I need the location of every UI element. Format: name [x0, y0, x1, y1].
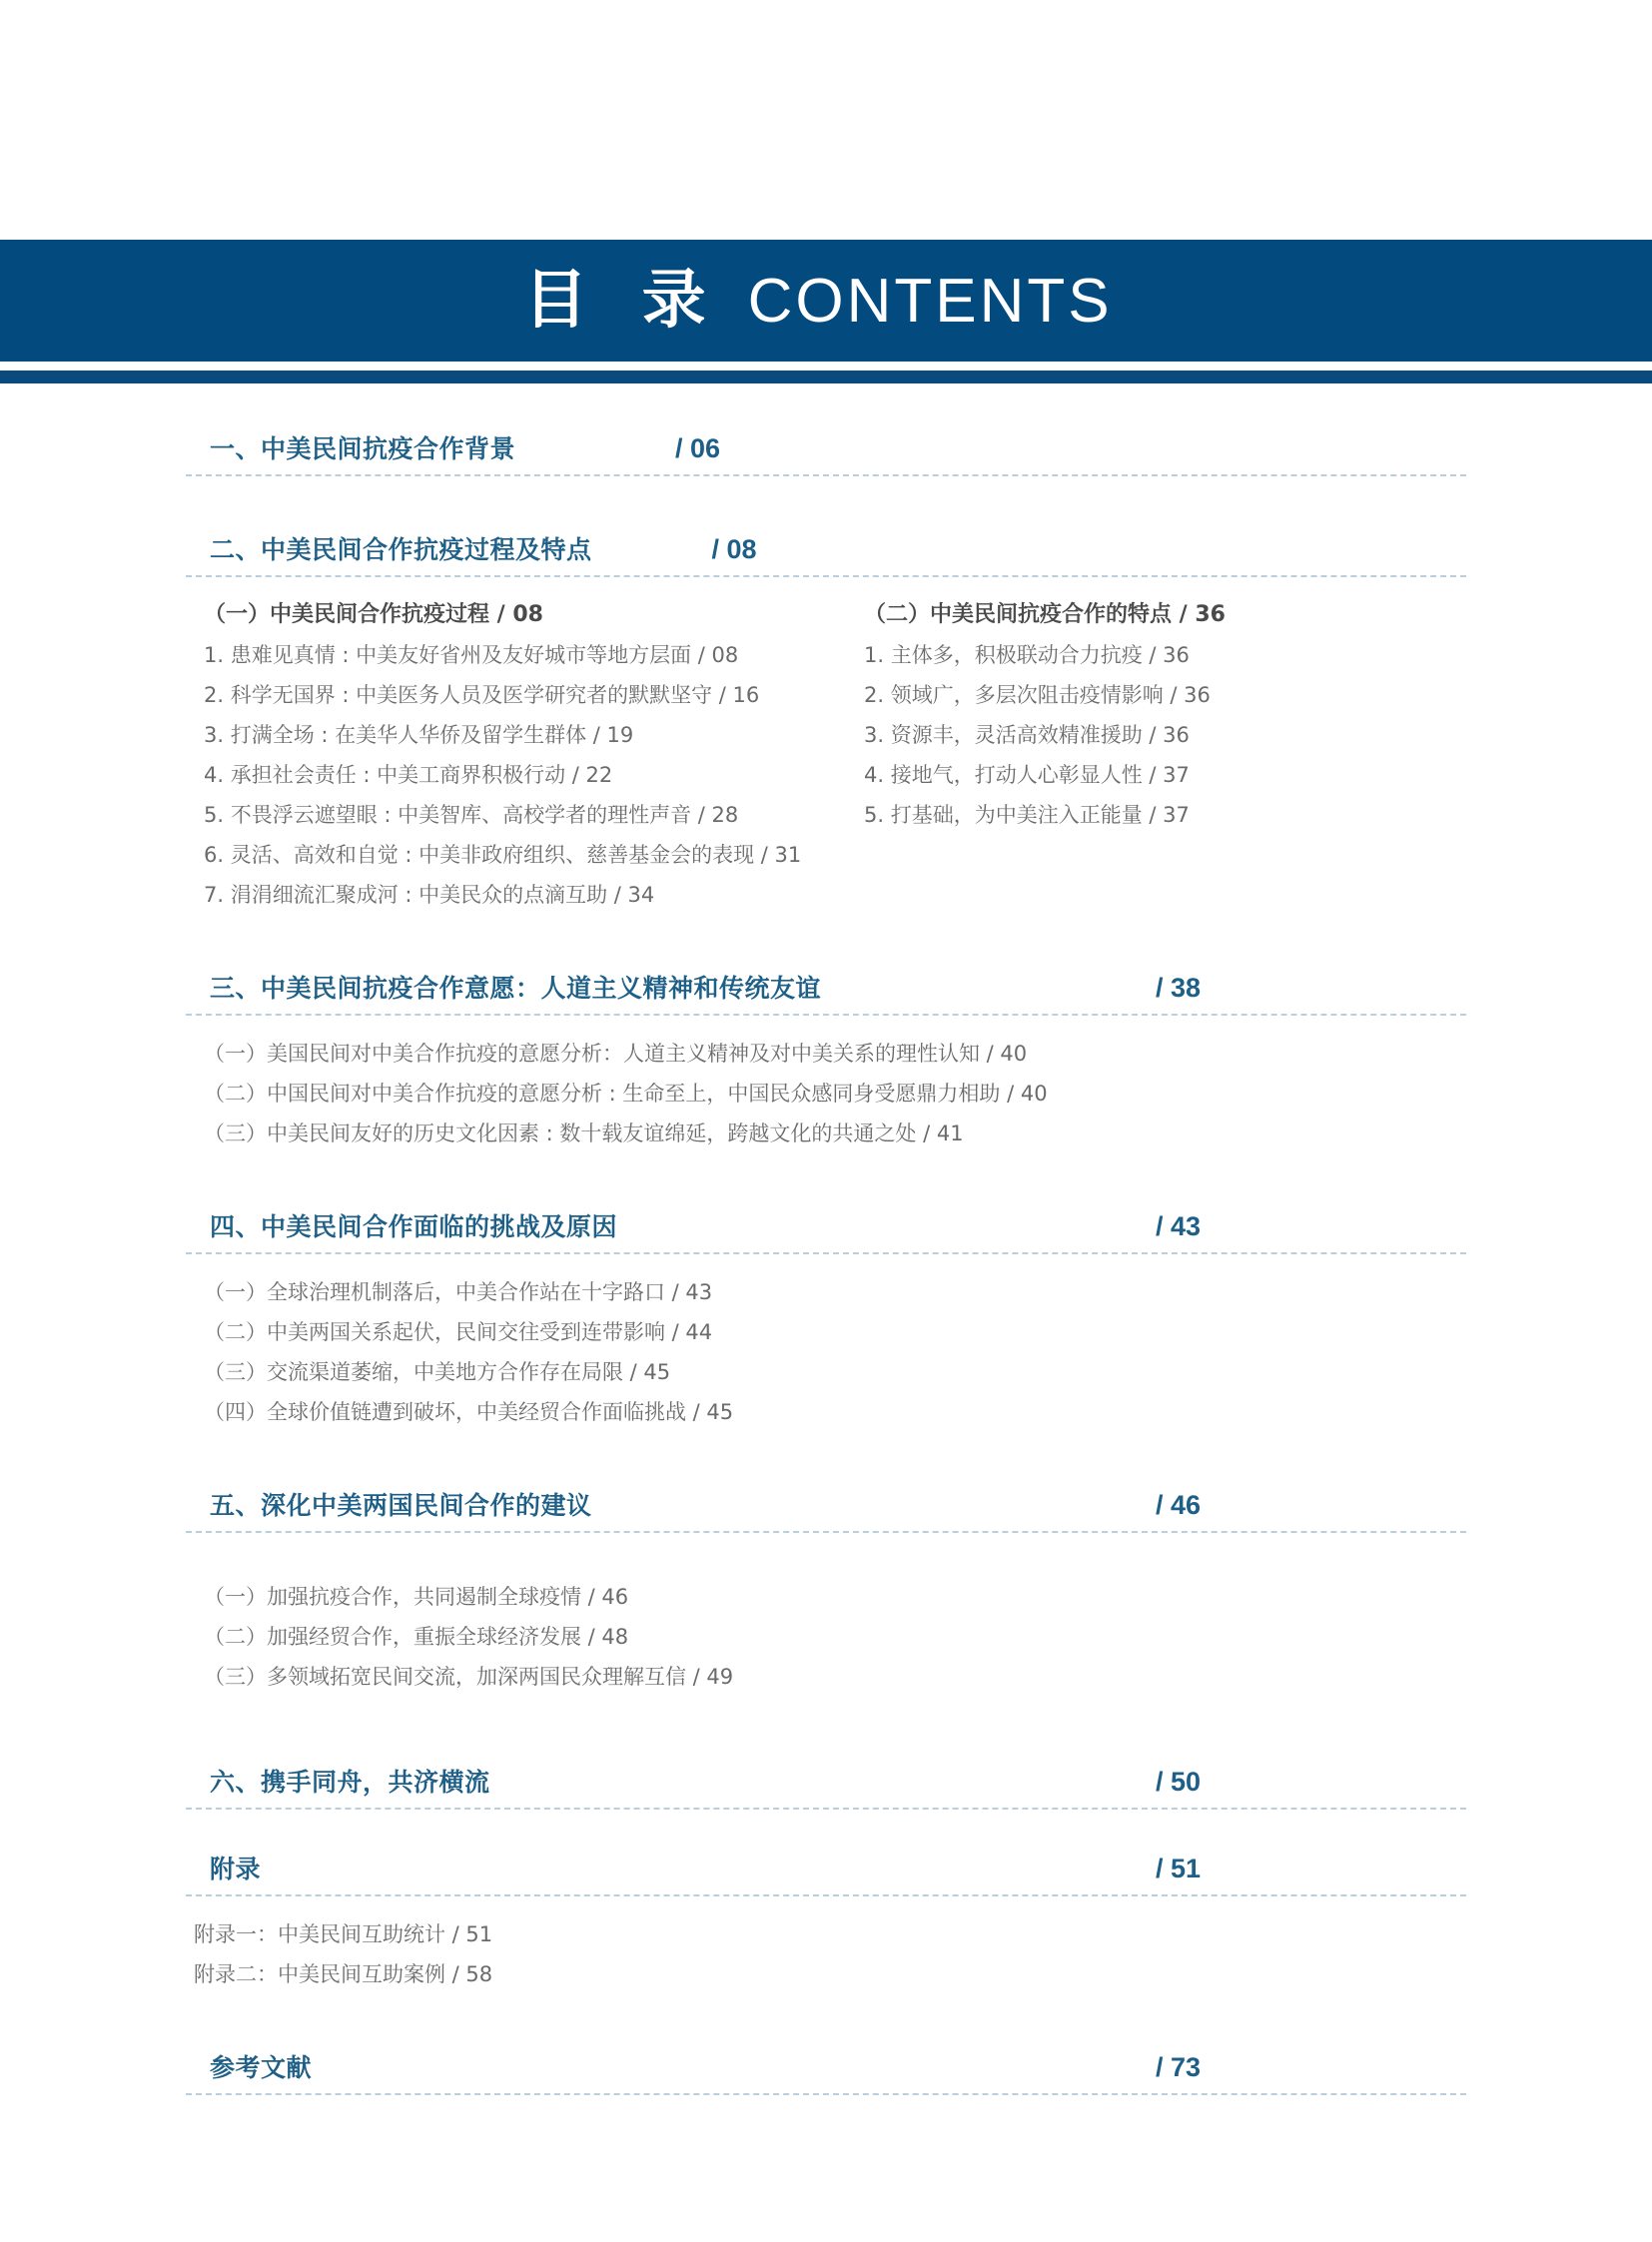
- chapter-title: 三、中美民间抗疫合作意愿：人道主义精神和传统友谊: [210, 974, 822, 1003]
- chapter-page-number: / 43: [1155, 1211, 1201, 1241]
- list-item[interactable]: 3. 打满全场 : 在美华人华侨及留学生群体 / 19: [204, 723, 634, 747]
- chapter-divider: [186, 575, 1466, 577]
- list-item[interactable]: 3. 资源丰，灵活高效精准援助 / 36: [864, 723, 1190, 747]
- chapter-divider: [186, 1014, 1466, 1016]
- banner-main-bar: [0, 240, 1652, 362]
- list-item[interactable]: （三）多领域拓宽民间交流，加深两国民众理解互信 / 49: [204, 1665, 734, 1689]
- list-item[interactable]: 附录二：中美民间互助案例 / 58: [194, 1962, 493, 1986]
- toc-chapter-4[interactable]: [186, 1207, 1466, 1243]
- chapter-page-number: / 38: [1155, 973, 1201, 1003]
- chapter-page-number: / 46: [1155, 1490, 1201, 1520]
- chapter-title: 五、深化中美两国民间合作的建议: [210, 1491, 592, 1520]
- list-item[interactable]: 4. 接地气，打动人心彰显人性 / 37: [864, 763, 1190, 787]
- spacer: [186, 1153, 1466, 1207]
- list-item[interactable]: （一）全球治理机制落后，中美合作站在十字路口 / 43: [204, 1280, 713, 1304]
- toc-chapter-5[interactable]: [186, 1486, 1466, 1522]
- table-of-contents: [0, 429, 1652, 2095]
- header-banner: [0, 240, 1652, 383]
- toc-references[interactable]: [186, 2048, 1466, 2084]
- chapter-divider: [186, 1531, 1466, 1533]
- banner-title: [523, 264, 1113, 338]
- chapter-page-number: / 08: [711, 534, 757, 564]
- spacer: [186, 915, 1466, 969]
- chapter-page-number: / 51: [1155, 1854, 1201, 1883]
- spacer: [186, 1810, 1466, 1850]
- list-item[interactable]: 7. 涓涓细流汇聚成河 : 中美民众的点滴互助 / 34: [204, 883, 655, 907]
- list-item[interactable]: （四）全球价值链遭到破坏，中美经贸合作面临挑战 / 45: [204, 1400, 734, 1424]
- spacer: [186, 1432, 1466, 1486]
- banner-gap: [0, 362, 1652, 371]
- list-item[interactable]: （一）加强抗疫合作，共同遏制全球疫情 / 46: [204, 1585, 629, 1609]
- banner-title-cn: 目 录: [523, 264, 722, 338]
- banner-title-en: CONTENTS: [747, 267, 1113, 336]
- list-item[interactable]: 2. 科学无国界 : 中美医务人员及医学研究者的默默坚守 / 16: [204, 683, 760, 707]
- chapter-page-number: / 73: [1155, 2052, 1201, 2082]
- chapter-3-subsections: [186, 1034, 1466, 1153]
- list-item[interactable]: 2. 领域广，多层次阻击疫情影响 / 36: [864, 683, 1211, 707]
- toc-chapter-2[interactable]: [186, 530, 1466, 566]
- list-item[interactable]: （一）美国民间对中美合作抗疫的意愿分析：人道主义精神及对中美关系的理性认知 / 40: [204, 1042, 1028, 1066]
- toc-chapter-3[interactable]: [186, 969, 1466, 1005]
- chapter-divider: [186, 1894, 1466, 1896]
- list-item[interactable]: 4. 承担社会责任 : 中美工商界积极行动 / 22: [204, 763, 613, 787]
- list-item[interactable]: 6. 灵活、高效和自觉 : 中美非政府组织、慈善基金会的表现 / 31: [204, 843, 802, 867]
- list-item[interactable]: 1. 患难见真情 : 中美友好省州及友好城市等地方层面 / 08: [204, 643, 739, 667]
- chapter-title: 附录: [210, 1855, 262, 1883]
- spacer: [186, 1994, 1466, 2048]
- chapter-page-number: / 06: [675, 433, 721, 463]
- list-item[interactable]: （三）中美民间友好的历史文化因素 : 数十载友谊绵延，跨越文化的共通之处 / 41: [204, 1121, 964, 1145]
- banner-under-rule: [0, 371, 1652, 383]
- list-item[interactable]: （二）加强经贸合作，重振全球经济发展 / 48: [204, 1625, 629, 1649]
- subsection-heading[interactable]: （二）中美民间抗疫合作的特点 / 36: [864, 602, 1226, 627]
- chapter-title: 参考文献: [210, 2053, 313, 2082]
- chapter-2-right-column: [806, 595, 1466, 915]
- toc-chapter-1[interactable]: [186, 429, 1466, 465]
- subsection-heading[interactable]: （一）中美民间合作抗疫过程 / 08: [204, 602, 543, 627]
- list-item[interactable]: 5. 不畏浮云遮望眼 : 中美智库、高校学者的理性声音 / 28: [204, 803, 739, 827]
- chapter-2-subsections: [186, 595, 1466, 915]
- list-item[interactable]: 5. 打基础，为中美注入正能量 / 37: [864, 803, 1190, 827]
- spacer: [186, 1551, 1466, 1577]
- chapter-2-left-column: [186, 595, 806, 915]
- chapter-title: 一、中美民间抗疫合作背景: [210, 434, 516, 463]
- list-item[interactable]: （二）中美两国关系起伏，民间交往受到连带影响 / 44: [204, 1320, 713, 1344]
- chapter-4-subsections: [186, 1272, 1466, 1432]
- chapter-title: 四、中美民间合作面临的挑战及原因: [210, 1212, 618, 1241]
- spacer: [186, 476, 1466, 530]
- chapter-page-number: / 50: [1155, 1767, 1201, 1797]
- spacer: [186, 1697, 1466, 1763]
- chapter-divider: [186, 2093, 1466, 2095]
- list-item[interactable]: 附录一：中美民间互助统计 / 51: [194, 1922, 493, 1946]
- chapter-title: 二、中美民间合作抗疫过程及特点: [210, 535, 592, 564]
- list-item[interactable]: 1. 主体多，积极联动合力抗疫 / 36: [864, 643, 1190, 667]
- list-item[interactable]: （二）中国民间对中美合作抗疫的意愿分析 : 生命至上，中国民众感同身受愿鼎力相助 / 40: [204, 1082, 1048, 1106]
- chapter-title: 六、携手同舟，共济横流: [210, 1768, 490, 1797]
- toc-appendix[interactable]: [186, 1850, 1466, 1885]
- list-item[interactable]: （三）交流渠道萎缩，中美地方合作存在局限 / 45: [204, 1360, 671, 1384]
- chapter-5-subsections: [186, 1551, 1466, 1697]
- chapter-divider: [186, 1252, 1466, 1254]
- appendix-items: [186, 1914, 1466, 1994]
- toc-chapter-6[interactable]: [186, 1763, 1466, 1799]
